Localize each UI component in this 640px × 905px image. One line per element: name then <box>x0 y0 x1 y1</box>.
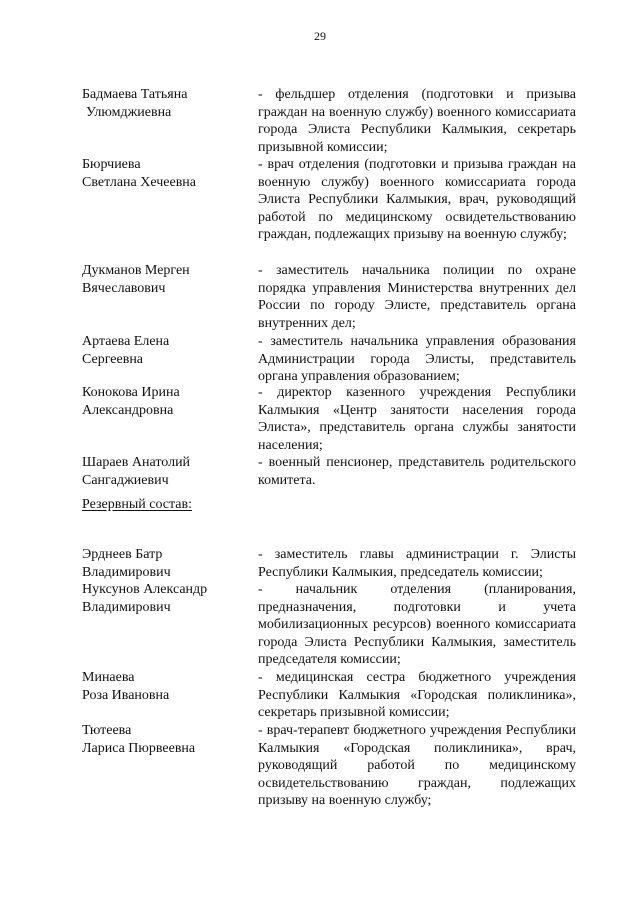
member-name-line2: Лариса Пюрвеевна <box>82 740 196 756</box>
member-name-konokova <box>82 384 242 419</box>
member-name-nuksunov <box>82 581 242 616</box>
member-role-sharaev: - военный пенсионер, представитель родительского комитета. <box>258 455 576 488</box>
member-name-byurchieva <box>82 156 242 191</box>
member-role-badmaeva: - фельдшер отделения (подготовки и призыва граждан на военную службу) военного комиссариата города Элиста Республики Калмыкия, секретарь призывной комиссии; <box>258 87 576 155</box>
member-name-tyuteeva <box>82 722 242 757</box>
reserve-heading: Резервный состав: <box>82 497 193 512</box>
member-name-line2: Роза Ивановна <box>82 687 170 703</box>
member-name-line2: Александровна <box>82 402 174 418</box>
member-role-artaeva: - заместитель начальника управления образования Администрации города Элисты, представитель органа управления образованием; <box>258 334 576 385</box>
member-role-tyuteeva: - врач-терапевт бюджетного учреждения Республики Калмыкия «Городская поликлиника», врач, руководящий работой по медицинскому освидетельствованию граждан, подлежащих призыву на военную службу; <box>258 723 576 809</box>
member-name-line2: Владимирович <box>82 599 171 615</box>
member-name-line2: Сангаджиевич <box>82 472 169 488</box>
page-number: 29 <box>314 29 326 43</box>
member-name-sharaev <box>82 454 242 489</box>
member-name-minaeva <box>82 669 242 704</box>
member-name-line2: Сергеевна <box>82 351 144 367</box>
member-name-line1: Тютеева <box>82 723 132 738</box>
member-role-minaeva: - медицинская сестра бюджетного учреждения Республики Калмыкия «Городская поликлиника», секретарь призывной комиссии; <box>258 670 576 721</box>
member-name-line1: Конокова Ирина <box>82 385 180 400</box>
member-name-line1: Бадмаева Татьяна <box>82 87 188 102</box>
member-name-line1: Эрднеев Батр <box>82 547 163 562</box>
member-name-line2: Вячеславович <box>82 280 166 296</box>
member-name-artaeva <box>82 333 242 368</box>
member-name-dukmanov <box>82 262 242 297</box>
member-role-byurchieva: - врач отделения (подготовки и призыва граждан на военную службу) военного комиссариата города Элиста Республики Калмыкия, врач, руководящий работой по медицинскому освидетельствованию граждан, подлежащих призыву на военную службу; <box>258 157 576 243</box>
member-name-line1: Нуксунов Александр <box>82 582 208 597</box>
member-role-nuksunov: - начальник отделения (планирования, предназначения, подготовки и учета мобилизационных ресурсов) военного комиссариата города Элиста Республики Калмыкия, заместитель председателя комиссии; <box>258 582 576 668</box>
member-role-dukmanov: - заместитель начальника полиции по охране порядка управления Министерства внутренних дел России по городу Элисте, представитель органа внутренних дел; <box>258 263 576 331</box>
member-role-erdneev: - заместитель главы администрации г. Элисты Республики Калмыкия, председатель комиссии; <box>258 547 576 580</box>
member-name-line1: Дукманов Мерген <box>82 263 190 278</box>
member-name-line1: Шараев Анатолий <box>82 455 191 470</box>
member-name-line1: Минаева <box>82 670 135 685</box>
member-name-line2: Владимирович <box>82 564 171 580</box>
member-name-line2: Светлана Хечеевна <box>82 174 197 190</box>
member-name-line1: Бюрчиева <box>82 157 141 172</box>
member-name-badmaeva <box>82 86 242 121</box>
member-name-erdneev <box>82 546 242 581</box>
member-role-konokova: - директор казенного учреждения Республики Калмыкия «Центр занятости населения города Элиста», представитель органа службы занятости населения; <box>258 385 576 453</box>
member-name-line1: Артаева Елена <box>82 334 170 349</box>
member-name-line2: Улюмджиевна <box>86 104 172 120</box>
